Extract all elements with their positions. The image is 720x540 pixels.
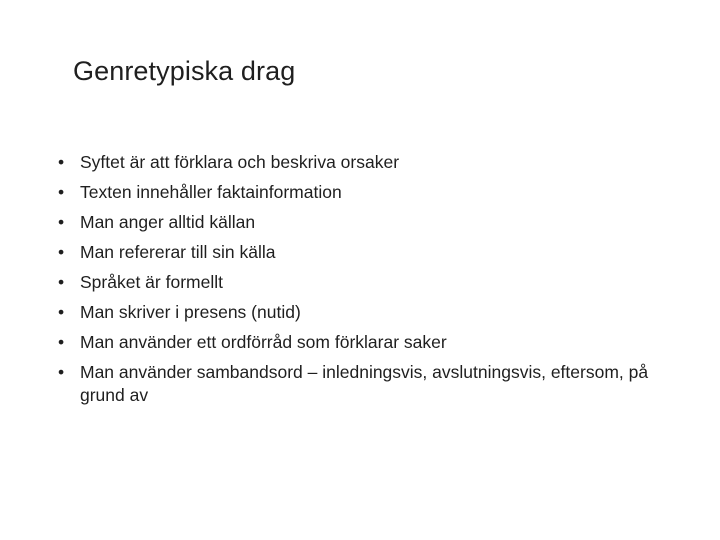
bullet-text: Texten innehåller faktainformation (80, 182, 342, 202)
bullet-list (58, 151, 658, 414)
bullet-icon: • (58, 362, 65, 382)
bullet-text: Man skriver i presens (nutid) (80, 302, 301, 322)
bullet-text: Språket är formellt (80, 272, 223, 292)
bullet-icon: • (58, 302, 65, 322)
bullet-icon: • (58, 212, 65, 232)
bullet-text: Man använder sambandsord – inledningsvis, avslutningsvis, eftersom, på grund av (80, 362, 649, 405)
list-item (58, 241, 658, 264)
list-item (58, 301, 658, 324)
bullet-icon: • (58, 242, 65, 262)
list-item (58, 271, 658, 294)
bullet-icon: • (58, 182, 65, 202)
bullet-icon: • (58, 272, 65, 292)
list-item (58, 331, 658, 354)
list-item (58, 211, 658, 234)
bullet-text: Syftet är att förklara och beskriva orsaker (80, 152, 400, 172)
bullet-icon: • (58, 152, 65, 172)
bullet-text: Man använder ett ordförråd som förklarar saker (80, 332, 447, 352)
bullet-text: Man refererar till sin källa (80, 242, 276, 262)
bullet-text: Man anger alltid källan (80, 212, 256, 232)
list-item (58, 181, 658, 204)
bullet-icon: • (58, 332, 65, 352)
list-item (58, 361, 658, 407)
slide-title: Genretypiska drag (73, 56, 296, 86)
list-item (58, 151, 658, 174)
